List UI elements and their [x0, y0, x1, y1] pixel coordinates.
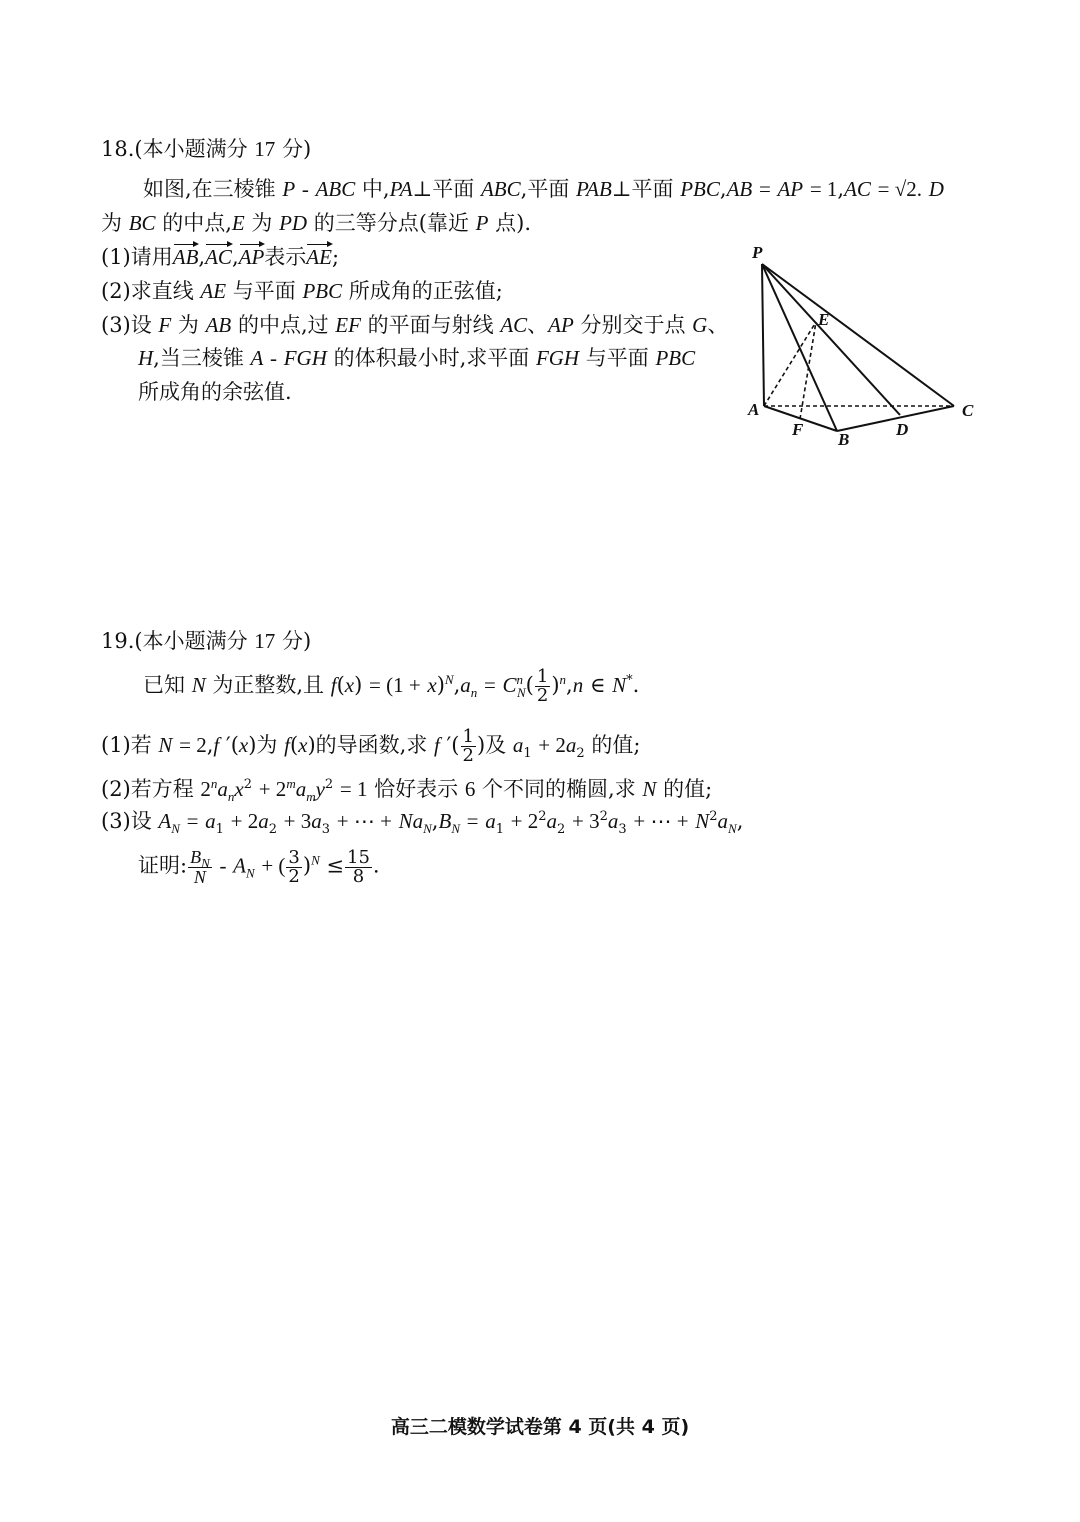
q19-proof: 证明: $\frac{B_N}{N}$ - $A_N$ + ( $\frac{3}{2}$ )$^N$ ≤ $\frac{15}{8}$ . — [138, 846, 380, 887]
edge-PA — [762, 264, 764, 406]
q18-part1: (1)请用AB,AC,AP表示AE; — [101, 242, 339, 272]
q19-part1: (1)若 N = 2,f ′(x)为 f(x)的导函数,求 f ′( $\frac{1}{2}$ )及 $a_1 + 2a_2$ 的值; — [101, 726, 641, 766]
label-A: A — [748, 400, 760, 419]
label-C: C — [962, 401, 974, 420]
q19-part2: (2)若方程 $2^na_nx^2 + 2^ma_my^2 = 1$ 恰好表示 6 个不同的椭圆,求 N 的值; — [101, 776, 713, 805]
q18-part3-line2: H,当三棱锥 A - FGH 的体积最小时,求平面 FGH 与平面 PBC — [138, 346, 696, 370]
vector-AE: AE — [306, 242, 332, 272]
q19-header: 19.(本小题满分 17 分) — [101, 629, 312, 653]
label-P: P — [752, 243, 763, 262]
q18-part2: (2)求直线 AE 与平面 PBC 所成角的正弦值; — [101, 279, 503, 303]
q18-part3-line3 — [138, 377, 292, 407]
page-footer: 高三二模数学试卷第 4 页(共 4 页) — [390, 1416, 690, 1438]
vector-AB: AB — [173, 242, 199, 272]
label-F: F — [792, 420, 804, 439]
q18-header: 18.(本小题满分 17 分) — [101, 137, 312, 161]
vector-AP: AP — [239, 242, 265, 272]
label-D: D — [896, 420, 909, 439]
q18-part3-3: 所成角的余弦值. — [138, 380, 292, 404]
label-E: E — [818, 310, 830, 329]
segment-AE-hidden — [764, 322, 816, 406]
q19-part3: (3)设 $A_N = a_1 + 2a_2 + 3a_3$ + ⋯ + $Na_N,B_N = a_1 + 2^2a_2 + 3^2a_3$ + ⋯ + $N^2a_N$, — [101, 809, 744, 838]
pyramid-figure — [740, 238, 990, 450]
q18-intro-line1: 如图,在三棱锥 P - ABC 中,PA⊥平面 ABC,平面 PAB⊥平面 PBC,AB = AP = 1,AC = √2. D — [143, 177, 944, 201]
label-B: B — [838, 430, 850, 449]
segment-FE-hidden — [800, 322, 816, 419]
edge-PD — [762, 264, 900, 415]
q18-part3-line1: (3)设 F 为 AB 的中点,过 EF 的平面与射线 AC、AP 分别交于点 G、 — [101, 313, 729, 337]
q19-intro: 已知 N 为正整数,且 $f(x) = (1 + x)^N,a_n = C^n_N$( $\frac{1}{2}$ )$^n$,n ∈ N*. — [143, 666, 640, 706]
q18-intro-line2: 为 BC 的中点,E 为 PD 的三等分点(靠近 P 点). — [101, 211, 531, 235]
vector-AC: AC — [205, 242, 232, 272]
edge-PC — [762, 264, 954, 406]
